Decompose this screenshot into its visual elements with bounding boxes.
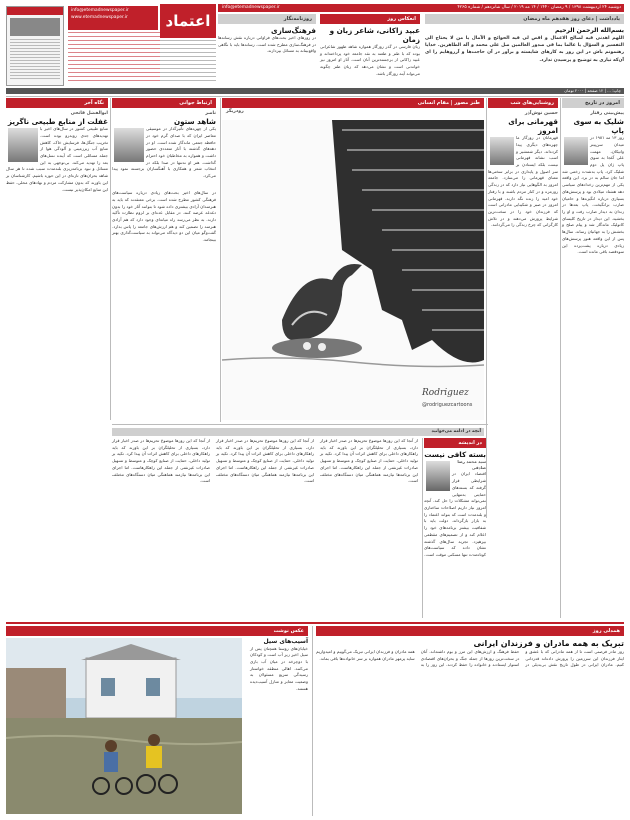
package-title: بسته کافی نیست bbox=[424, 450, 486, 459]
photo-caption-title: آسیب‌های سیل bbox=[263, 638, 308, 645]
sanctions-body-2: از آنجا که این روزها موضوع تحریم‌ها در صدر اخبار قرار دارد، بسیاری از تحلیلگران بر این باورند که باید راهکارهای داخلی برای کاهش اثرات آن پیدا کرد. تکیه بر تولید داخلی، حمایت از صنایع کوچک و متوسط و تسهیل صادرات غیرنفتی از جمله این راهکارهاست. اما اجرای این برنامه‌ها نیازمند هماهنگی میان دستگاه‌های مختلف است. bbox=[216, 438, 314, 484]
flood-water bbox=[6, 718, 242, 814]
heroes-author-photo bbox=[490, 137, 514, 165]
cartoon-block bbox=[222, 98, 484, 420]
cartoon-credit: رودریگز bbox=[226, 109, 244, 114]
mothers-title: تبریک به همه مادران و فرزندان ایرانی bbox=[473, 639, 624, 648]
column-nazar bbox=[218, 14, 316, 92]
nature-body: منابع طبیعی کشور در سال‌های اخیر با تهدیدهای جدی روبه‌رو بوده است. تخریب جنگل‌ها، فرسایش خاک، کاهش منابع آب زیرزمینی و آلودگی هوا از جمله مسائلی است که آینده نسل‌های بعد را تهدید می‌کند. بی‌توجهی به این مسائل و نبود برنامه‌ریزی بلندمدت سبب شده تا هر سال شاهد بحران‌های تازه‌ای در این حوزه باشیم. کارشناسان بر این باورند که بدون مشارکت مردم و نهادهای محلی، حفظ این منابع امکان‌پذیر نیست. bbox=[6, 126, 108, 192]
history-title: شلیک به سوی پاپ bbox=[573, 117, 624, 136]
column-history bbox=[562, 98, 624, 620]
photo-block bbox=[6, 626, 308, 816]
column-nature bbox=[6, 98, 108, 618]
column-ashtari bbox=[320, 14, 420, 92]
history-body: روز ۱۳ مه ۱۹۸۱ در میدان سن‌پیتر واتیکان، مهمت علی آغجا به سوی پاپ ژان پل دوم شلیک کرد. پاپ به‌شدت زخمی شد اما جان سالم به در برد. این واقعه یکی از مهم‌ترین رخدادهای سیاسی دهه هشتاد میلادی بود و پرسش‌های بسیاری درباره انگیزه‌ها و حامیان ضارب برانگیخت. پاپ بعدها در زندان به دیدار ضارب رفت و او را بخشید. این دیدار در تاریخ کلیسای کاتولیک ماندگار شد و پیام صلح و بخشش را به جهانیان رساند. سال‌ها پس از این واقعه هنوز پرسش‌های زیادی درباره پشت‌پرده این سوءقصد باقی مانده است. bbox=[562, 135, 624, 255]
mothers-body: روز مادر فرصتی است تا از همه مادرانی که با عشق و ایثار فرزندان این سرزمین را پرورش داده‌اند قدردانی کنیم. مادران ایرانی در طول تاریخ نقش بی‌بدیلی در حفظ فرهنگ و ارزش‌های این مرز و بوم داشته‌اند. آنان در سخت‌ترین روزها از جمله جنگ و بحران‌های اقتصادی استوار ایستادند و خانواده را حفظ کردند. این روز را به همه مادران و فرزندان ایرانی تبریک می‌گوییم و امیدواریم سایه پرمهر مادران همواره بر سر خانواده‌ها باقی بماند. bbox=[316, 649, 624, 668]
nest-shape bbox=[272, 338, 362, 358]
music-header: ارتباط جوانی bbox=[112, 98, 216, 108]
heroes-author: حسین نوش‌آذر bbox=[524, 111, 558, 116]
child-shape bbox=[104, 752, 118, 772]
flood-photo[interactable] bbox=[6, 638, 242, 814]
bottom-strip: چاپ: ... | ۱۲ صفحه | ۲۰۰۰ تومان bbox=[6, 88, 624, 94]
gitt-body: اللهم اهدنی فیه لصالح الاعمال و اقض لی فیه الحوائج و الآمال یا من لا یحتاج الی التفسیر و السؤال یا عالما بما فی صدور العالمین صل علی محمد و آله الطاهرین. خدایا رهنمونم باش در این روز به کارهای شایسته و برآور در آن حاجت‌ها و آرزوهایم را ای آن‌که نیازی به توضیح و پرسیدن ندارد. bbox=[425, 35, 624, 63]
cartoon-handle: @rodriguezcartoons bbox=[422, 402, 473, 408]
article-mothers bbox=[316, 626, 624, 816]
column-package bbox=[424, 438, 486, 618]
row3-strip: آنچه در ادامه می‌خوانید bbox=[112, 428, 484, 436]
cartoon-header: طنز مصور | مقام انسانی bbox=[222, 98, 484, 108]
date-line: دوشنبه ۲۴ اردیبهشت ۱۳۹۸ / ۹ رمضان ۱۴۴۰ / ۱۴ مه ۲۰۱۹ / سال شانزدهم / شماره ۴۲۶۵ bbox=[457, 5, 621, 10]
cartoon-illustration bbox=[222, 120, 484, 420]
music-author: ناصر bbox=[205, 111, 216, 116]
contact-website[interactable]: www.etemadnewspaper.ir bbox=[71, 14, 128, 20]
ashtari-body: زبان فارسی در گذر روزگار همواره شاهد ظهور شاعرانی بوده که با طنز و طعنه به نقد جامعه خود پرداخته‌اند و عبید زاکانی از برجسته‌ترین آنان است. آثار او امروز نیز خواندنی است و نشان می‌دهد که زبان طنز چگونه می‌تواند آینه روزگار باشد. bbox=[320, 44, 420, 76]
photo-caption-text: خیابان‌های روستا همچنان پس از سیل اخیر زیر آب است و کودکان با دوچرخه در میان آب بازی می‌کنند. اهالی منطقه خواستار رسیدگی سریع مسئولان به وضعیت معابر و منازل آسیب‌دیده هستند. bbox=[250, 645, 308, 691]
music-author-photo bbox=[114, 128, 144, 162]
nature-title: غفلت از منابع طبیعی ناگریز bbox=[7, 117, 108, 127]
sanctions-body-3: از آنجا که این روزها موضوع تحریم‌ها در صدر اخبار قرار دارد، بسیاری از تحلیلگران بر این باورند که باید راهکارهای داخلی برای کاهش اثرات آن پیدا کرد. تکیه بر تولید داخلی، حمایت از صنایع کوچک و متوسط و تسهیل صادرات غیرنفتی از جمله این راهکارهاست. اما اجرای این برنامه‌ها نیازمند هماهنگی میان دستگاه‌های مختلف است. bbox=[112, 438, 210, 484]
nature-header: نگاه آخر bbox=[6, 98, 108, 108]
photo-header: عکس نوشت bbox=[6, 626, 308, 636]
column-sanctions bbox=[112, 438, 418, 618]
masthead-details bbox=[160, 40, 216, 84]
contact-email[interactable]: info@etemadnewspaper.ir bbox=[71, 8, 129, 13]
masthead-logo: اعتماد bbox=[160, 4, 216, 38]
ashtari-title: عبید زاکانی، شاعر زبان و زمان bbox=[329, 26, 420, 44]
package-author-photo bbox=[426, 461, 450, 491]
music-body: یکی از چهره‌های تأثیرگذار در موسیقی معاصر ایران که با صدای گرم خود در حافظه جمعی ماندگار شده است. او در دهه‌های گذشته با آثار متعددی حضور داشت و همواره به مخاطبان خود احترام گذاشت. هنر او نه‌تنها در صدا بلکه در انتخاب شعر و همکاری با آهنگسازان برجسته نمود پیدا می‌کرد. bbox=[112, 126, 216, 179]
photo-caption bbox=[250, 638, 308, 814]
package-author: سید محمد رضا صادقی bbox=[457, 459, 486, 471]
front-page-thumbnail[interactable] bbox=[6, 6, 64, 86]
nazar-body: در روزهای اخیر بحث‌های فراوانی درباره نقش رسانه‌ها در فرهنگ‌سازی مطرح شده است. رسانه‌ها باید با نگاهی واقع‌بینانه به مسائل بپردازند. bbox=[218, 35, 316, 54]
house-shape bbox=[86, 658, 176, 718]
column-gitt bbox=[425, 14, 624, 92]
package-header: در اندیشه bbox=[424, 438, 486, 448]
ashtari-header: انعکاس روز bbox=[320, 14, 420, 24]
contact-block bbox=[68, 6, 158, 30]
column-music bbox=[112, 98, 216, 420]
masthead-info-lines bbox=[68, 32, 160, 84]
nazar-title: فرهنگ‌سازی bbox=[271, 26, 316, 35]
nature-author: ابوالفضل فاتحی bbox=[70, 111, 108, 116]
column-heroes bbox=[488, 98, 558, 518]
mothers-header: همدلی روز bbox=[316, 626, 624, 636]
cartoon-signature: Rodriguez bbox=[422, 388, 469, 398]
heroes-body: قهرمانان در روزگار ما چهره‌های دیگری پیدا کرده‌اند. دیگر شمشیر و اسب نشانه قهرمانی نیست بلکه ایستادن بر سر اصول و پایداری در برابر سختی‌ها معنای قهرمانی را می‌سازد. جامعه امروز به الگوهایی نیاز دارد که در زندگی روزمره و در کنار مردم باشند و با رفتار خود امید را زنده نگه دارند. قهرمانی امروز در صبر و شکیبایی مادرانی است که فرزندان خود را در سخت‌ترین شرایط پرورش می‌دهند و در تلاش کارگرانی که چرخ زندگی را می‌گردانند. bbox=[488, 135, 558, 228]
gitt-title: بسم‌الله الرحمن الرحیم bbox=[555, 27, 624, 34]
gitt-header: یادداشت | دعای روز هفدهم ماه رمضان bbox=[425, 14, 624, 24]
history-author-photo bbox=[564, 137, 588, 165]
sanctions-body-1: از آنجا که این روزها موضوع تحریم‌ها در صدر اخبار قرار دارد، بسیاری از تحلیلگران بر این باورند که باید راهکارهای داخلی برای کاهش اثرات آن پیدا کرد. تکیه بر تولید داخلی، حمایت از صنایع کوچک و متوسط و تسهیل صادرات غیرنفتی از جمله این راهکارهاست. اما اجرای این برنامه‌ها نیازمند هماهنگی میان دستگاه‌های مختلف است. bbox=[320, 438, 418, 484]
nazar-header: روزنامه‌نگار bbox=[218, 14, 316, 24]
heroes-header: روشنایی‌های شب bbox=[488, 98, 558, 108]
email-bar bbox=[218, 4, 624, 12]
heroes-title: قهرمانی برای امروز bbox=[508, 117, 558, 136]
history-header: امروز در تاریخ bbox=[562, 98, 624, 108]
package-body: اقتصاد ایران در شرایطی قرار گرفته که بسته‌های حمایتی به‌تنهایی نمی‌تواند مشکلات را حل کند. آنچه امروز نیاز داریم اصلاحات ساختاری و بلندمدت است که بتواند اعتماد را به بازار بازگرداند. دولت باید با شفافیت بیشتر برنامه‌های خود را اعلام کند و از تصمیم‌های مقطعی بپرهیزد. تجربه سال‌های گذشته نشان داده که سیاست‌های کوتاه‌مدت تنها مسکنی موقت است. bbox=[424, 471, 486, 557]
masthead-email[interactable]: info@etemadnewspaper.ir bbox=[222, 5, 280, 10]
music-body-continued: در سال‌های اخیر بحث‌های زیادی درباره سیاست‌های فرهنگی کشور مطرح شده است. برخی معتقدند که باید به هنرمندان آزادی بیشتری داده شود تا بتوانند آثار خود را بدون دغدغه عرضه کنند. در مقابل عده‌ای بر لزوم نظارت تأکید دارند. به نظر می‌رسد راه میانه‌ای وجود دارد که هم آزادی هنرمند را تضمین کند و هم ارزش‌های جامعه را پاس بدارد. گفت‌وگو میان این دو دیدگاه می‌تواند به سیاست‌گذاری بهتر بینجامد. bbox=[112, 190, 216, 243]
music-title: شاهد ستون bbox=[173, 117, 216, 127]
history-subtitle: پیش‌بینی رفتار bbox=[590, 111, 624, 116]
nature-author-photo bbox=[8, 128, 38, 162]
